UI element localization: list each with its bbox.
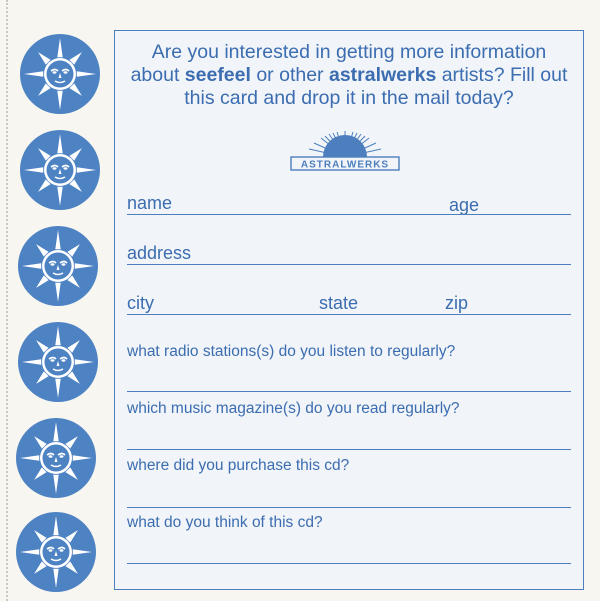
- sun-face-icon: [16, 512, 96, 592]
- sun-face-icon: [16, 418, 96, 498]
- headline-text: or other: [250, 64, 329, 86]
- astralwerks-logo: [287, 127, 403, 175]
- sun-face-icon: [20, 130, 100, 210]
- state-label: state: [319, 293, 359, 313]
- logo-wordmark: ASTRALWERKS: [300, 159, 390, 171]
- sun-face-icon: [20, 34, 100, 114]
- opinion-answer-line[interactable]: [127, 563, 571, 564]
- city-state-zip-line[interactable]: [127, 314, 571, 315]
- sun-face-icon: [18, 226, 98, 306]
- name-age-line[interactable]: [127, 214, 571, 215]
- purchase-question: where did you purchase this cd?: [127, 457, 350, 474]
- address-line[interactable]: [127, 264, 571, 265]
- city-label: city: [127, 293, 154, 313]
- headline-brand-seefeel: seefeel: [184, 64, 251, 86]
- purchase-answer-line[interactable]: [127, 507, 571, 508]
- headline-text: artists? Fill out this card and drop it in the mail today?: [184, 64, 568, 109]
- radio-question: what radio stations(s) do you listen to regularly?: [127, 343, 456, 360]
- sun-face-icon: [18, 322, 98, 402]
- zip-label: zip: [445, 293, 469, 313]
- opinion-question: what do you think of this cd?: [127, 514, 323, 531]
- headline-brand-astralwerks: astralwerks: [328, 64, 437, 86]
- age-label: age: [449, 195, 480, 215]
- radio-answer-line[interactable]: [127, 391, 571, 392]
- headline: [125, 41, 573, 110]
- name-label: name: [127, 193, 173, 213]
- sun-column: [0, 0, 112, 601]
- magazine-question: which music magazine(s) do you read regularly?: [127, 400, 460, 417]
- magazine-answer-line[interactable]: [127, 449, 571, 450]
- headline-text: Are you interested in getting more information about: [130, 41, 547, 86]
- reply-card: [114, 30, 584, 590]
- address-label: address: [127, 243, 192, 263]
